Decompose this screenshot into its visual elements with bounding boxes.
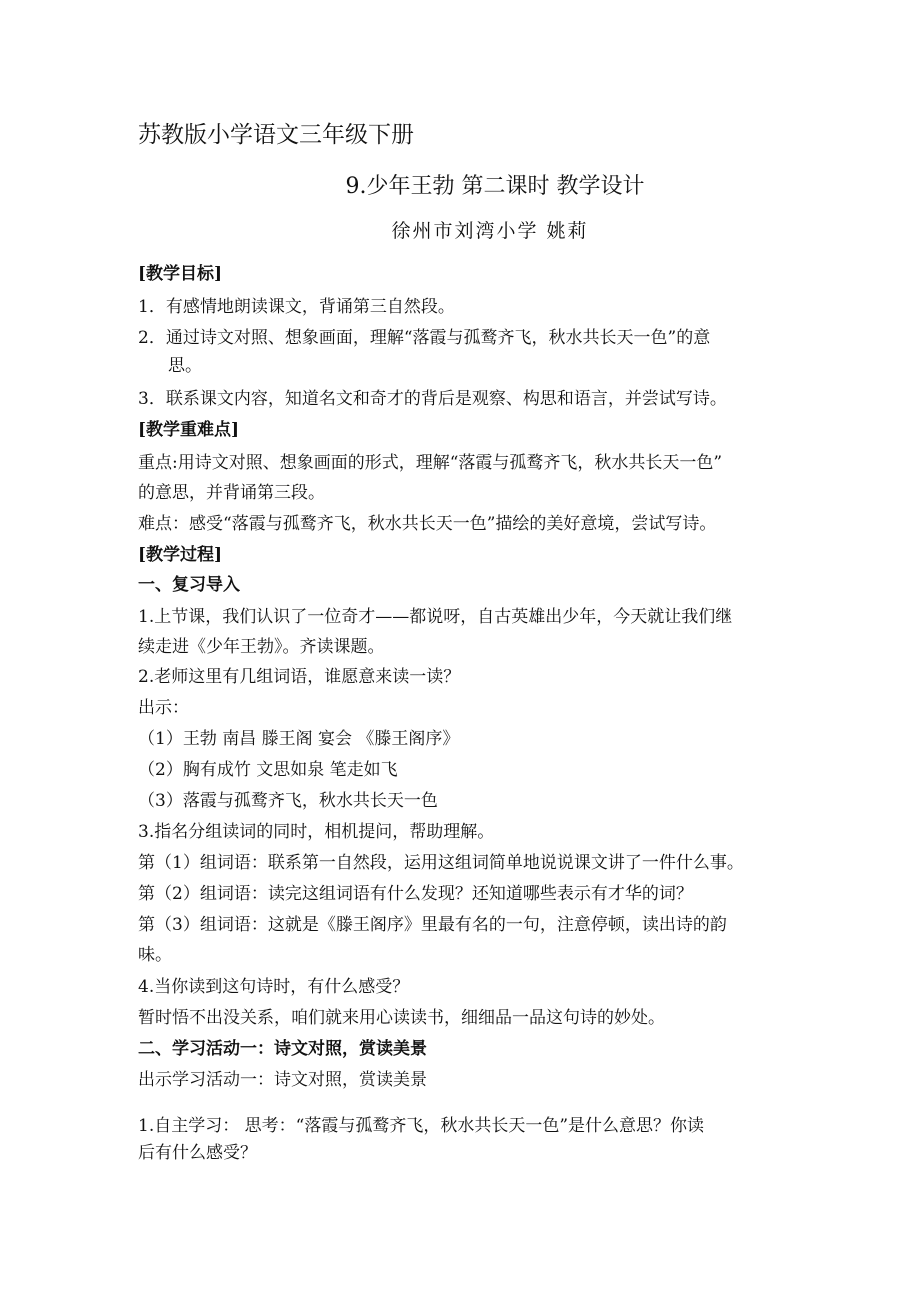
objective-item: 1．有感情地朗读课文，背诵第三自然段。 [138, 297, 455, 317]
process-line: 出示： [138, 698, 189, 718]
process-line: 第（2）组词语：读完这组词语有什么发现？还知道哪些表示有才华的词？ [138, 884, 693, 904]
objective-item-continued: 思。 [168, 356, 202, 376]
process-line: 续走进《少年王勃》。齐读课题。 [138, 637, 385, 657]
activity-line: 出示学习活动一：诗文对照，赏读美景 [138, 1070, 427, 1090]
process-line: 4.当你读到这句诗时，有什么感受？ [138, 977, 410, 997]
section1-heading: 一、复习导入 [138, 575, 240, 595]
process-line: 2.老师这里有几组词语，谁愿意来读一读？ [138, 667, 461, 687]
process-line: 第（1）组词语：联系第一自然段，运用这组词简单地说说课文讲了一件什么事。 [138, 853, 744, 873]
word-group: （3）落霞与孤鹜齐飞，秋水共长天一色 [138, 791, 438, 811]
process-line: 味。 [138, 945, 172, 965]
book-title: 苏教版小学语文三年级下册 [138, 122, 414, 148]
process-line: 暂时悟不出没关系，咱们就来用心读读书，细细品一品这句诗的妙处。 [138, 1008, 665, 1028]
word-group: （2）胸有成竹 文思如泉 笔走如飞 [138, 760, 398, 780]
process-heading: [教学过程] [138, 545, 223, 565]
process-line: 1.上节课，我们认识了一位奇才——都说呀，自古英雄出少年，今天就让我们继 [138, 607, 733, 627]
word-group: （1）王勃 南昌 滕王阁 宴会 《滕王阁序》 [138, 729, 460, 749]
lesson-title: 9.少年王勃 第二课时 教学设计 [345, 174, 645, 199]
process-line: 第（3）组词语：这就是《滕王阁序》里最有名的一句，注意停顿，读出诗的韵 [138, 915, 727, 935]
objective-item: 2．通过诗文对照、想象画面，理解“落霞与孤鹜齐飞，秋水共长天一色”的意 [138, 328, 711, 348]
keypoints-heading: [教学重难点] [138, 420, 240, 440]
keypoint-line: 的意思，并背诵第三段。 [138, 483, 325, 503]
keypoint-line: 重点:用诗文对照、想象画面的形式，理解“落霞与孤鹜齐飞，秋水共长天一色” [138, 453, 723, 473]
process-line: 3.指名分组读词的同时，相机提问，帮助理解。 [138, 822, 495, 842]
activity-line: 1.自主学习： 思考：“落霞与孤鹜齐飞，秋水共长天一色”是什么意思？你读 [138, 1116, 705, 1136]
author-line: 徐州市刘湾小学 姚莉 [391, 220, 589, 242]
objective-item: 3．联系课文内容，知道名文和奇才的背后是观察、构思和语言，并尝试写诗。 [138, 389, 727, 409]
section2-heading: 二、学习活动一：诗文对照，赏读美景 [138, 1039, 427, 1059]
objectives-heading: [教学目标] [138, 264, 223, 284]
activity-line: 后有什么感受？ [138, 1143, 257, 1163]
difficulty-line: 难点：感受“落霞与孤鹜齐飞，秋水共长天一色”描绘的美好意境，尝试写诗。 [138, 514, 717, 534]
